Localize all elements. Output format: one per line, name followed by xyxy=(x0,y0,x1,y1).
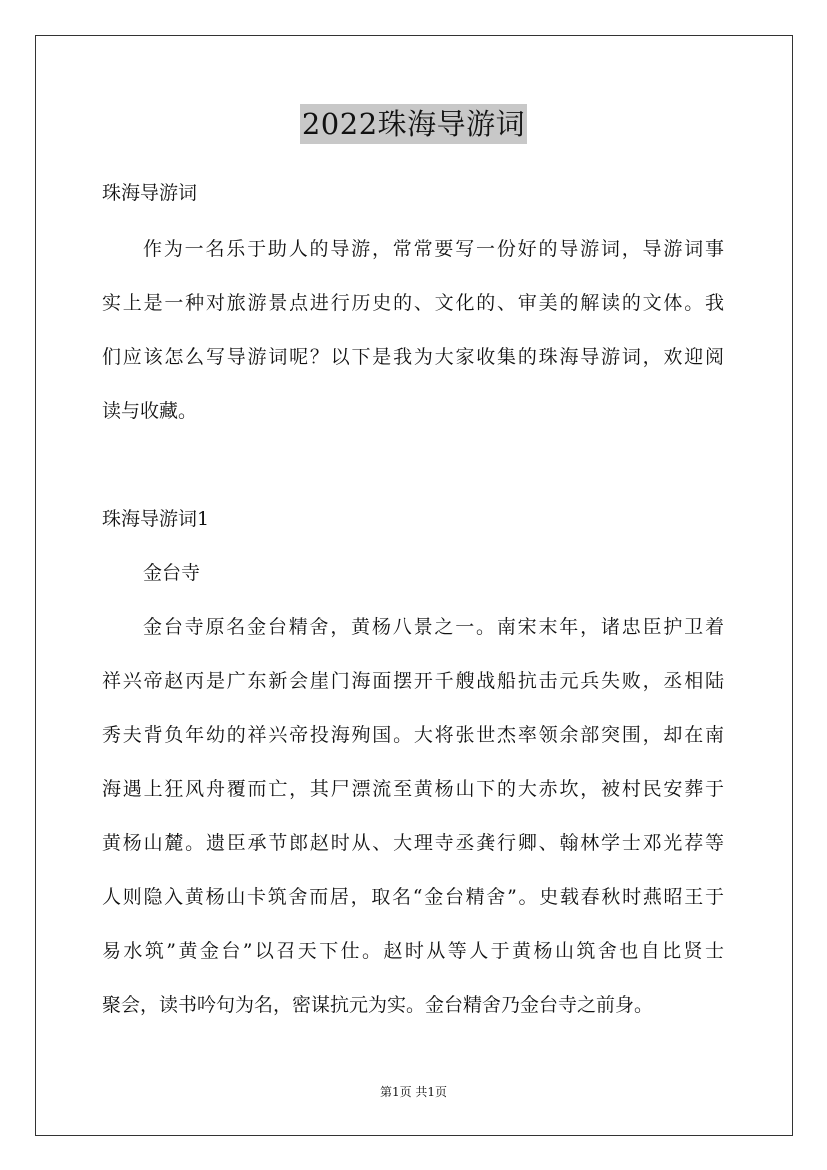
section1-heading: 珠海导游词1 xyxy=(102,508,210,530)
intro-line-1: 作为一名乐于助人的导游，常常要写一份好的导游词，导游词事 xyxy=(143,238,724,260)
section1-line-2: 祥兴帝赵丙是广东新会崖门海面摆开千艘战船抗击元兵失败，丞相陆 xyxy=(102,670,724,692)
section1-line-8: 聚会，读书吟句为名，密谋抗元为实。金台精舍乃金台寺之前身。 xyxy=(102,994,654,1016)
section1-line-7: 易水筑”黄金台”以召天下仕。赵时从等人于黄杨山筑舍也自比贤士 xyxy=(102,940,724,962)
intro-heading: 珠海导游词 xyxy=(102,182,198,204)
page-footer: 第1页 共1页 xyxy=(379,1085,448,1099)
section1-line-1: 金台寺原名金台精舍，黄杨八景之一。南宋末年，诸忠臣护卫着 xyxy=(143,616,724,638)
title-container xyxy=(0,104,827,144)
section1-subtitle: 金台寺 xyxy=(143,562,201,584)
section1-line-5: 黄杨山麓。遗臣承节郎赵时从、大理寺丞龚行卿、翰林学士邓光荐等 xyxy=(102,832,724,854)
section1-line-3: 秀夫背负年幼的祥兴帝投海殉国。大将张世杰率领余部突围，却在南 xyxy=(102,724,724,746)
intro-line-4: 读与收藏。 xyxy=(102,400,198,422)
intro-line-3: 们应该怎么写导游词呢？以下是我为大家收集的珠海导游词，欢迎阅 xyxy=(102,346,724,368)
intro-line-2: 实上是一种对旅游景点进行历史的、文化的、审美的解读的文体。我 xyxy=(102,292,724,314)
section1-line-6: 人则隐入黄杨山卡筑舍而居，取名“金台精舍”。史载春秋时燕昭王于 xyxy=(102,886,724,908)
document-title: 2022珠海导游词 xyxy=(300,104,527,144)
section1-line-4: 海遇上狂风舟覆而亡，其尸漂流至黄杨山下的大赤坎，被村民安葬于 xyxy=(102,778,724,800)
